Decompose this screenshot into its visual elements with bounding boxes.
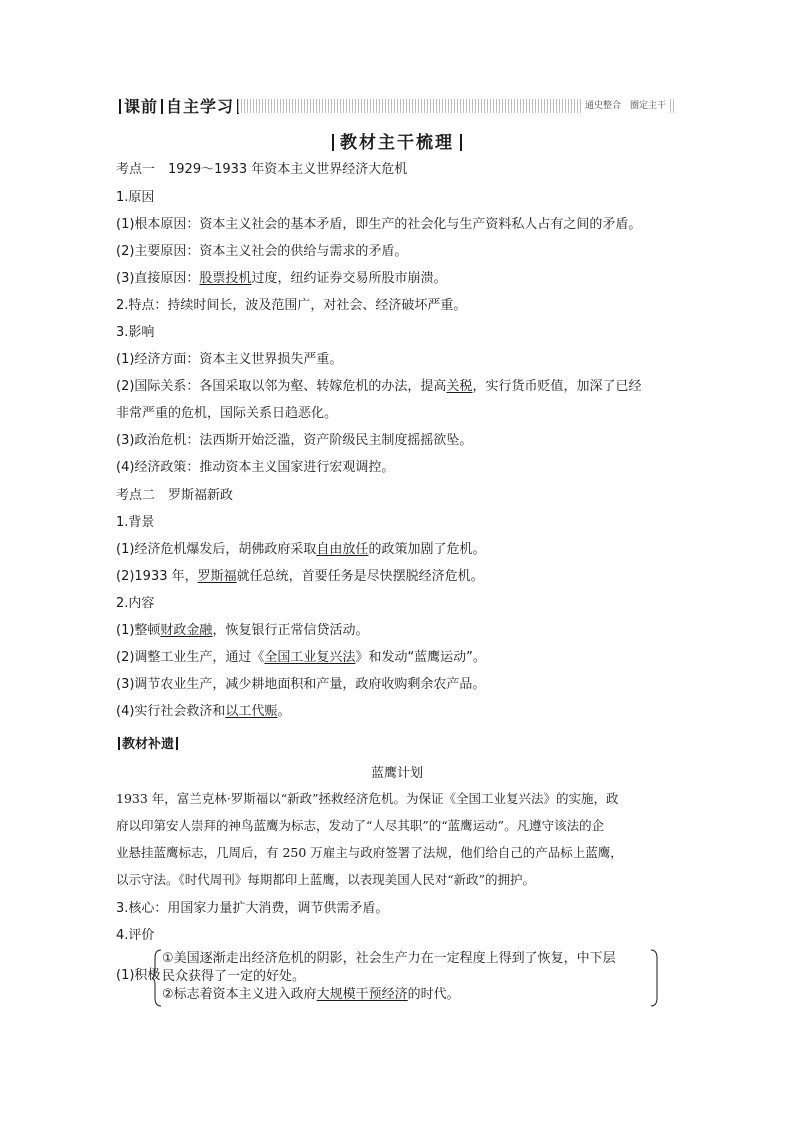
impact-2-pre: (2)国际关系：各国采取以邻为壑、转嫁危机的办法，提高 [116,379,447,394]
supplement-box-title-text: 教材补遗 [122,737,175,752]
header-title-part-b: 自主学习 [166,97,235,116]
section-bar [460,134,462,151]
section-bar [332,134,334,151]
background-2-post: 就任总统，首要任务是尽快摆脱经济危机。 [236,569,484,584]
impact-1: (1)经济方面：资本主义世界损失严重。 [116,352,343,367]
point1-heading: 考点一 1929～1933 年资本主义世界经济大危机 [116,162,408,177]
header-title [116,97,242,117]
content-1 [116,622,676,640]
header-title-part-a: 课前 [124,97,159,116]
cause-title: 1.原因 [116,190,155,205]
evaluation-item-2-underlined: 大规模干预经济 [316,987,408,1002]
cause-1: (1)根本原因：资本主义社会的基本矛盾，即生产的社会化与生产资料私人占有之间的矛盾。 [116,217,642,232]
background-2 [116,568,676,586]
cause-2: (2)主要原因：资本主义社会的供给与需求的矛盾。 [116,244,408,259]
cause-3 [116,270,676,288]
content-4-pre: (4)实行社会救济和 [116,704,226,719]
supplement-line: 以示守法。《时代周刊》每期都印上蓝鹰，以表现美国人民对“新政”的拥护。 [116,872,536,887]
cause-3-underlined: 股票投机 [199,271,252,286]
background-2-underlined: 罗斯福 [197,569,237,584]
content-2-pre: (2)调整工业生产，通过《 [116,650,265,665]
supplement-bar [176,737,178,750]
content-2 [116,649,676,667]
content-2-post: 》和发动“蓝鹰运动”。 [355,650,486,665]
evaluation-item-1-line1: ①美国逐渐走出经济危机的阴影，社会生产力在一定程度上得到了恢复，中下层 [162,951,616,966]
background-1-post: 的政策加剧了危机。 [368,542,486,557]
impact-4: (4)经济政策：推动资本主义国家进行宏观调控。 [116,460,395,475]
header-tag: 通史整合 圈定主干 [581,99,670,113]
header-bar [119,99,121,114]
section-title-text: 教材主干梳理 [340,133,454,153]
point2-heading: 考点二 罗斯福新政 [116,488,234,503]
impact-2-underlined: 关税 [446,379,473,394]
content-1-underlined: 财政金融 [160,623,213,638]
supplement-title: 蓝鹰计划 [370,766,423,781]
cause-3-post: 过度，纽约证券交易所股市崩溃。 [251,271,447,286]
supplement-line: 1933 年，富兰克林·罗斯福以“新政”拯救经济危机。为保证《全国工业复兴法》的实施，政 [116,791,619,806]
cause-3-pre: (3)直接原因： [116,271,200,286]
content-2-underlined: 全国工业复兴法 [264,650,356,665]
header-bar [161,99,163,114]
supplement-line: 府以印第安人崇拜的神鸟蓝鹰为标志，发动了“人尽其职”的“蓝鹰运动”。凡遵守该法的企 [116,818,605,833]
supplement-box-title [116,736,180,754]
content-4-underlined: 以工代赈 [225,704,278,719]
background-2-pre: (2)1933 年， [116,569,198,584]
impact-3: (3)政治危机：法西斯开始泛滥，资产阶级民主制度摇摇欲坠。 [116,433,473,448]
evaluation-item-1-line2: 民众获得了一定的好处。 [162,969,306,984]
background-1 [116,541,676,559]
section-title [0,128,794,153]
supplement-bar [118,737,120,750]
content-3: (3)调节农业生产，减少耕地面积和产量，政府收购剩余农产品。 [116,677,486,692]
content-title: 2.内容 [116,596,155,611]
evaluation-item-2-pre: ②标志着资本主义进入政府 [162,987,317,1002]
content-4-post: 。 [277,704,291,719]
evaluation-label: (1)积极 [116,968,161,983]
core: 3.核心：用国家力量扩大消费，调节供需矛盾。 [116,901,389,916]
impact-2-line2: 非常严重的危机，国际关系日趋恶化。 [116,406,338,421]
content-4 [116,703,676,721]
background-1-underlined: 自由放任 [316,542,369,557]
impact-title: 3.影响 [116,325,155,340]
supplement-line: 业悬挂蓝鹰标志，几周后，有 250 万雇主与政府签署了法规，他们给自己的产品标上蓝鹰， [116,845,623,860]
chapter-header [116,97,676,117]
impact-2-post: ，实行货币贬值，加深了已经 [472,379,642,394]
feature: 2.特点：持续时间长，波及范围广，对社会、经济破坏严重。 [116,298,467,313]
background-title: 1.背景 [116,515,155,530]
content-1-post: ，恢复银行正常信贷活动。 [212,623,369,638]
background-1-pre: (1)经济危机爆发后，胡佛政府采取 [116,542,317,557]
content-1-pre: (1)整顿 [116,623,161,638]
evaluation-title: 4.评价 [116,928,155,943]
evaluation-item-2-post: 的时代。 [407,987,460,1002]
evaluation-item-2 [162,986,460,1004]
impact-2 [116,378,676,396]
